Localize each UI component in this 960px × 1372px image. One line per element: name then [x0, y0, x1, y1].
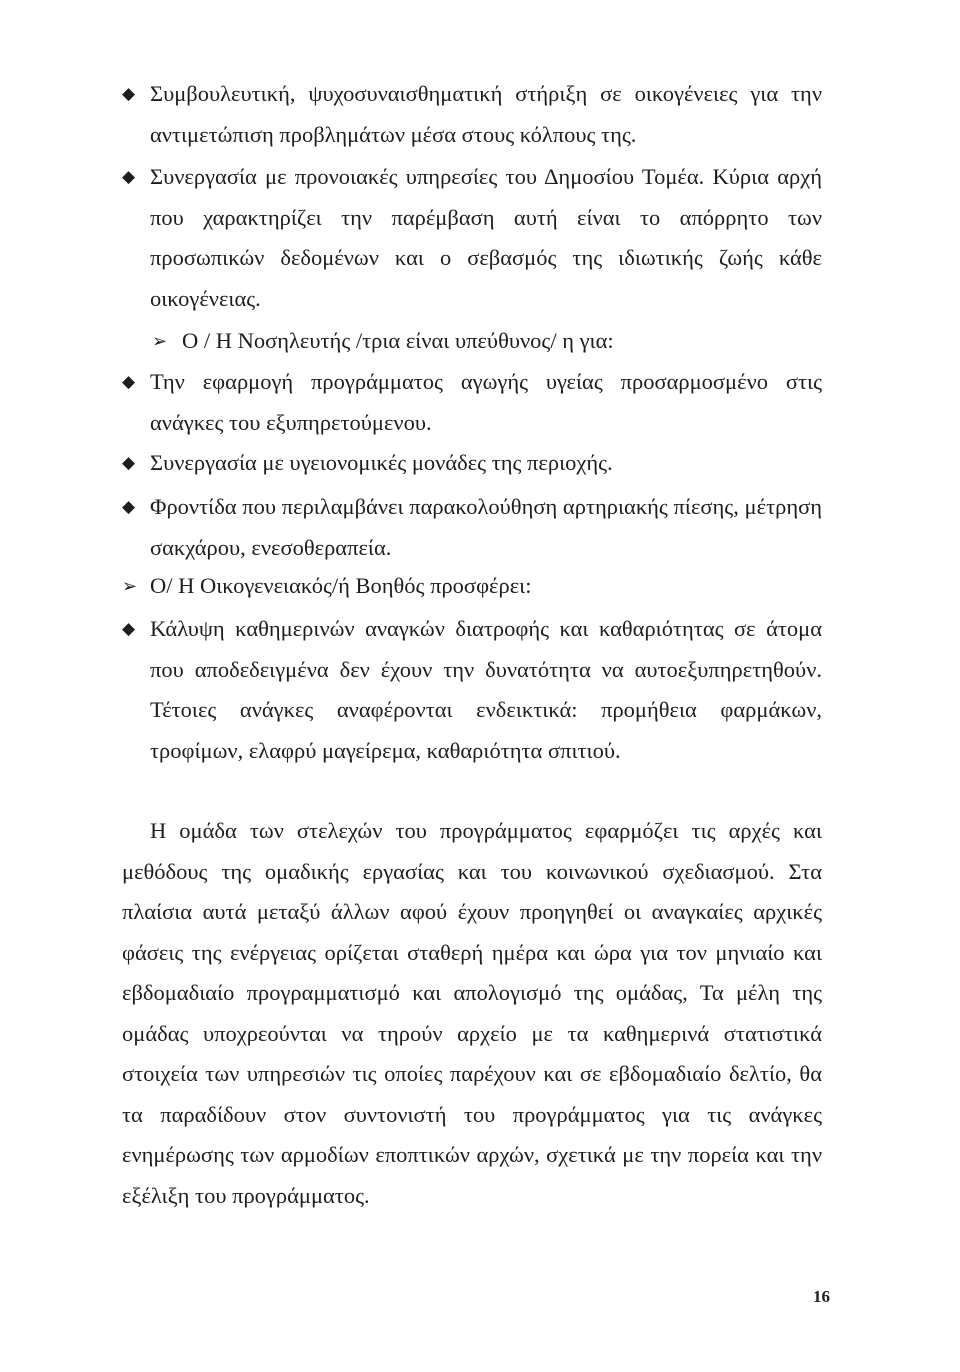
- bullet-icon: ◆: [122, 372, 136, 391]
- arrow-icon: ➢: [122, 576, 138, 596]
- bullet-icon: ◆: [122, 497, 136, 516]
- page-number: 16: [813, 1287, 830, 1306]
- nurse-responsibilities-heading: Ο / Η Νοσηλευτής /τρια είναι υπεύθυνος/ η για:: [182, 328, 614, 353]
- bullet-item-counseling: Συμβουλευτική, ψυχοσυναισθηματική στήριξη σε οικογένειες για την αντιμετώπιση προβλημάτων μέσα στους κόλπους της.: [150, 81, 822, 147]
- bullet-icon: ◆: [122, 167, 136, 186]
- bullet-item-welfare-cooperation: Συνεργασία με προνοιακές υπηρεσίες του Δημοσίου Τομέα. Κύρια αρχή που χαρακτηρίζει την παρέμβαση αυτή είναι το απόρρητο των προσωπικών δεδομένων και ο σεβασμός της ιδιωτικής ζωής κάθε οικογένειας.: [150, 164, 822, 311]
- bullet-item-medical-care: Φροντίδα που περιλαμβάνει παρακολούθηση αρτηριακής πίεσης, μέτρηση σακχάρου, ενεσοθεραπεία.: [150, 494, 822, 560]
- bullet-icon: ◆: [122, 453, 136, 472]
- bullet-icon: ◆: [122, 619, 136, 638]
- team-methods-paragraph: Η ομάδα των στελεχών του προγράμματος εφαρμόζει τις αρχές και μεθόδους της ομαδικής εργασίας και του κοινωνικού σχεδιασμού. Στα πλαίσια αυτά μεταξύ άλλων αφού έχουν προηγηθεί οι αναγκαίες αρχικές φάσεις της ενέργειας ορίζεται σταθερή ημέρα και ώρα για τον μηνιαίο και εβδομαδιαίο προγραμματισμό και απολογισμό της ομάδας, Τα μέλη της ομάδας υποχρεούνται να τηρούν αρχείο με τα καθημερινά στατιστικά στοιχεία των υπηρεσιών τις οποίες παρέχουν και σε εβδομαδιαίο δελτίο, θα τα παραδίδουν στον συντονιστή του προγράμματος για τις ανάγκες ενημέρωσης των αρμοδίων εποπτικών αρχών, σχετικά με την πορεία και την εξέλιξη του προγράμματος.: [122, 818, 822, 1208]
- bullet-icon: ◆: [122, 84, 136, 103]
- bullet-item-health-education: Την εφαρμογή προγράμματος αγωγής υγείας προσαρμοσμένο στις ανάγκες του εξυπηρετούμενου.: [150, 369, 822, 435]
- bullet-item-daily-needs: Κάλυψη καθημερινών αναγκών διατροφής και καθαριότητας σε άτομα που αποδεδειγμένα δεν έχουν την δυνατότητα να αυτοεξυπηρετηθούν. Τέτοιες ανάγκες αναφέρονται ενδεικτικά: προμήθεια φαρμάκων, τροφίμων, ελαφρύ μαγείρεμα, καθαριότητα σπιτιού.: [150, 616, 822, 763]
- family-assistant-heading: Ο/ Η Οικογενειακός/ή Βοηθός προσφέρει:: [150, 573, 532, 598]
- arrow-icon: ➢: [152, 331, 168, 351]
- bullet-item-health-units: Συνεργασία με υγειονομικές μονάδες της περιοχής.: [150, 450, 613, 475]
